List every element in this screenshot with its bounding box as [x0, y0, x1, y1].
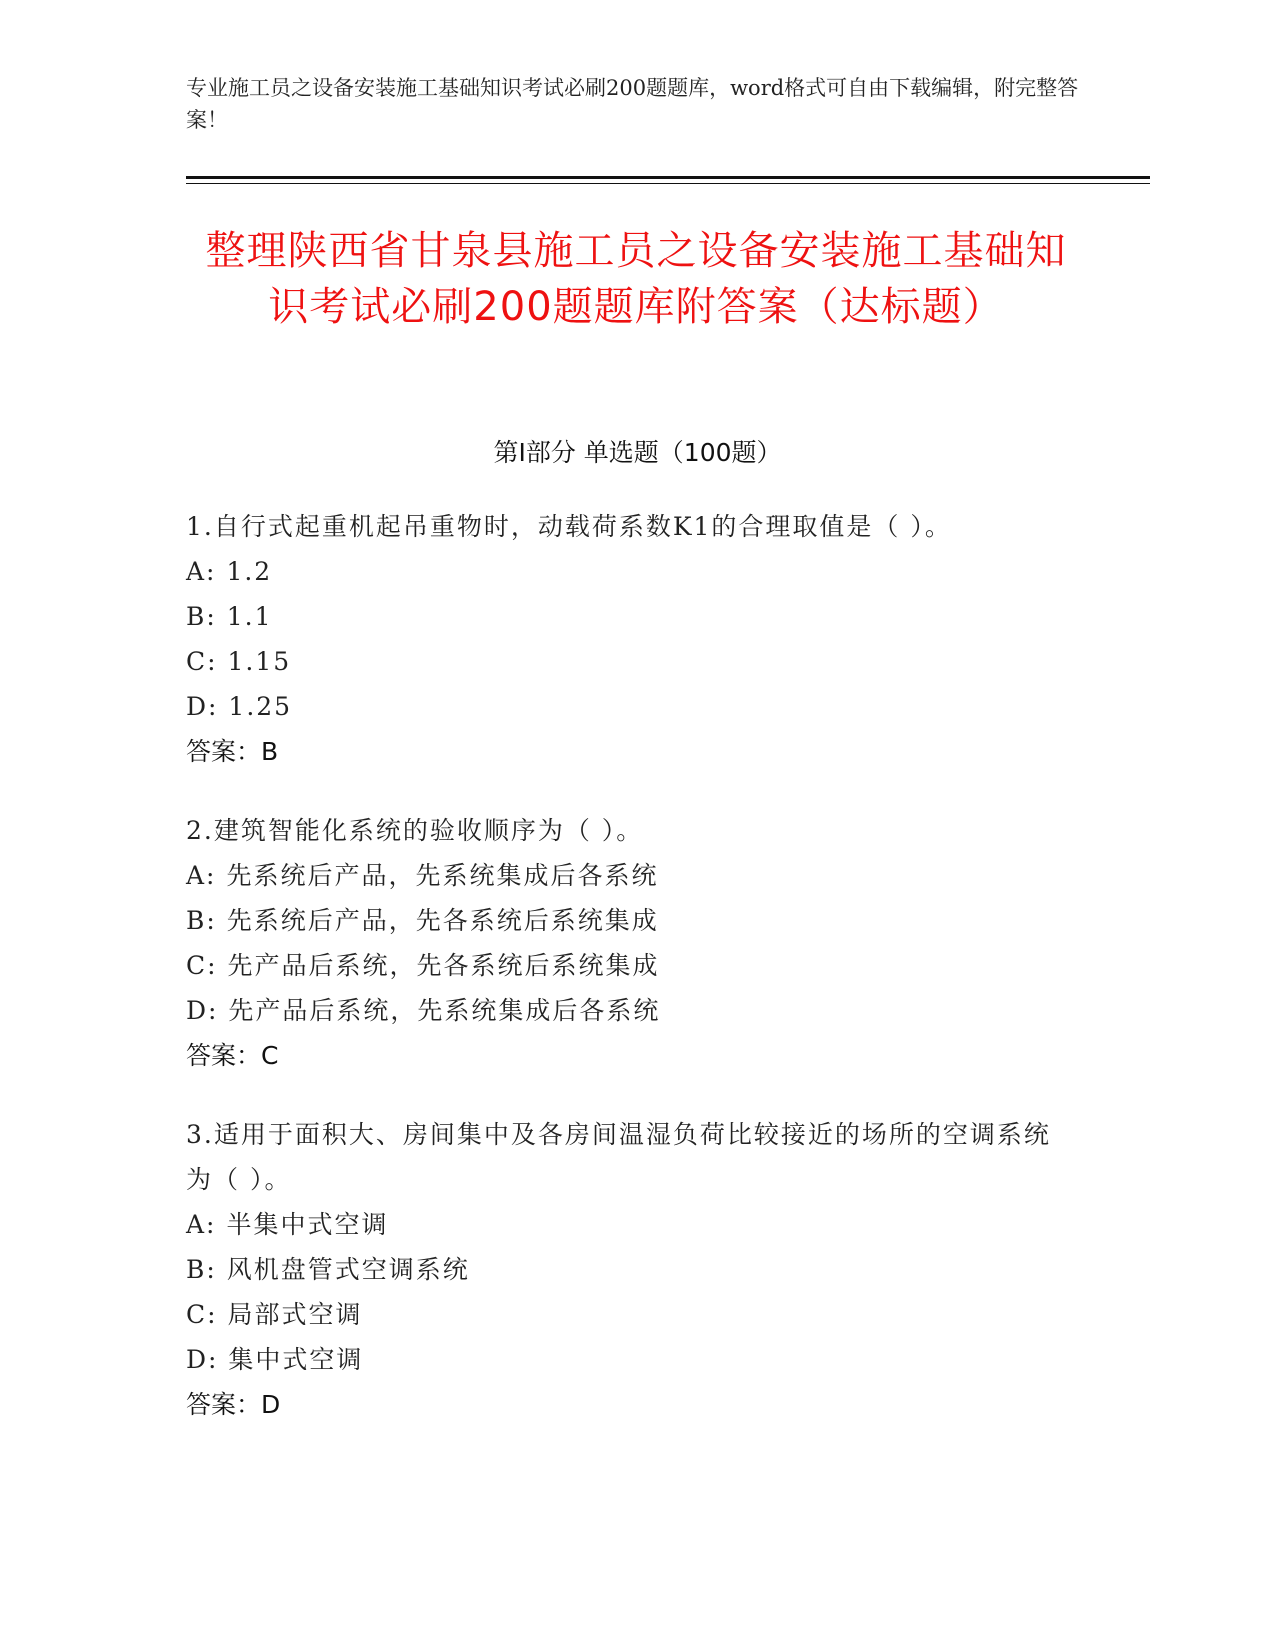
option-letter: D: — [186, 996, 219, 1025]
question-3 — [186, 1112, 1066, 1427]
answer-value: B — [261, 737, 279, 766]
option-letter: C: — [186, 951, 218, 980]
question-stem: 2.建筑智能化系统的验收顺序为（ ）。 — [186, 816, 644, 845]
option-letter: C: — [186, 1300, 218, 1329]
option-text: 先系统后产品，先各系统后系统集成 — [226, 906, 659, 935]
option-d — [186, 684, 1066, 729]
answer-label: 答案： — [186, 1390, 262, 1419]
option-c — [186, 1292, 1066, 1337]
answer-value: C — [261, 1041, 279, 1070]
option-letter: A: — [186, 1210, 217, 1239]
option-c — [186, 943, 1066, 988]
option-b — [186, 594, 1066, 639]
section-heading: 第Ⅰ部分 单选题（100题） — [493, 438, 782, 467]
option-text: 先系统后产品，先系统集成后各系统 — [226, 861, 659, 890]
option-letter: B: — [186, 602, 217, 631]
question-2 — [186, 808, 1066, 1078]
option-letter: A: — [186, 861, 217, 890]
option-a — [186, 549, 1066, 594]
option-c — [186, 639, 1066, 684]
option-a — [186, 1202, 1066, 1247]
option-a — [186, 853, 1066, 898]
answer-line — [186, 729, 1066, 774]
option-d — [186, 988, 1066, 1033]
option-text: 1.1 — [226, 602, 273, 631]
option-letter: D: — [186, 1345, 219, 1374]
answer-label: 答案： — [186, 1041, 262, 1070]
option-text: 1.15 — [227, 647, 292, 676]
answer-line — [186, 1033, 1066, 1078]
option-text: 半集中式空调 — [226, 1210, 389, 1239]
question-1 — [186, 504, 1066, 774]
option-letter: C: — [186, 647, 218, 676]
question-stem: 1.自行式起重机起吊重物时，动载荷系数K1的合理取值是（ ）。 — [186, 512, 952, 541]
document-title: 整理陕西省甘泉县施工员之设备安装施工基础知识考试必刷200题题库附答案（达标题） — [205, 228, 1067, 330]
option-text: 1.25 — [228, 692, 293, 721]
option-text: 先产品后系统，先系统集成后各系统 — [228, 996, 661, 1025]
option-letter: B: — [186, 1255, 217, 1284]
option-letter: A: — [186, 557, 217, 586]
option-d — [186, 1337, 1066, 1382]
header-note: 专业施工员之设备安装施工基础知识考试必刷200题题库，word格式可自由下载编辑，附完整答案！ — [186, 76, 1079, 132]
question-stem: 3.适用于面积大、房间集中及各房间温湿负荷比较接近的场所的空调系统为（ ）。 — [186, 1120, 1051, 1194]
option-b — [186, 898, 1066, 943]
option-b — [186, 1247, 1066, 1292]
answer-value: D — [261, 1390, 281, 1419]
option-text: 先产品后系统，先各系统后系统集成 — [227, 951, 660, 980]
option-text: 1.2 — [226, 557, 273, 586]
answer-label: 答案： — [186, 737, 262, 766]
option-letter: D: — [186, 692, 219, 721]
option-letter: B: — [186, 906, 217, 935]
option-text: 风机盘管式空调系统 — [226, 1255, 470, 1284]
answer-line — [186, 1382, 1066, 1427]
option-text: 集中式空调 — [228, 1345, 364, 1374]
option-text: 局部式空调 — [227, 1300, 363, 1329]
header-rule-thick — [186, 176, 1150, 179]
header-rule-thin — [186, 183, 1150, 184]
